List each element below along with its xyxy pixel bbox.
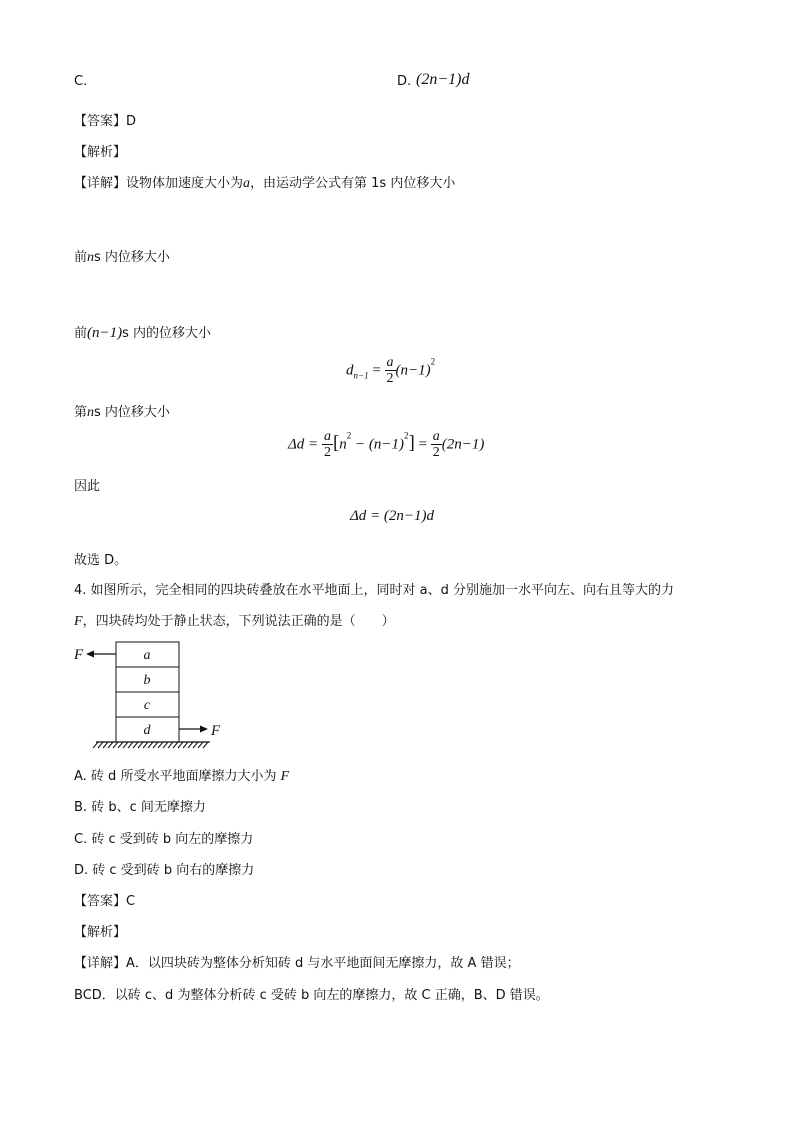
eq2-rest: (2n−1): [441, 436, 485, 453]
hatch-stroke: [153, 742, 158, 748]
answer-label: 【答案】: [74, 894, 127, 909]
detail-label: 【详解】: [74, 956, 127, 971]
front-n1-suffix: s 内的位移大小: [122, 326, 212, 341]
detail-text-2: ，由运动学公式有第 1s 内位移大小: [250, 176, 456, 191]
nth-line: [74, 401, 170, 421]
front-ns-suffix: s 内位移大小: [94, 250, 170, 265]
hatch-stroke: [128, 742, 133, 748]
brick-label-d: d: [143, 723, 151, 738]
front-ns-prefix: 前: [74, 250, 88, 265]
detail-label: 【详解】: [74, 176, 127, 191]
hatch-stroke: [93, 742, 98, 748]
force-label-bottom: F: [211, 723, 221, 739]
eq2-lhs: Δd =: [288, 436, 319, 453]
hatch-stroke: [108, 742, 113, 748]
brick-label-a: a: [143, 648, 151, 663]
hatch-stroke: [188, 742, 193, 748]
q4-answer: [74, 890, 135, 909]
q4-detail-line-1: [74, 952, 520, 971]
hatch-stroke: [98, 742, 103, 748]
equation-delta-d: Δd = $\frac{a}{2}$ $[n^2 - (n-1)^2]$ = $\frac{a}{2}$ (2n−1): [288, 429, 485, 460]
stem-var-f: F: [74, 614, 83, 629]
hatch-stroke: [198, 742, 203, 748]
detail-text: 设物体加速度大小为: [126, 176, 244, 191]
eq1-lhs: d: [346, 362, 354, 379]
q4-stem-line-1: 4. 如图所示，完全相同的四块砖叠放在水平地面上，同时对 a、d 分别施加一水平向左、向右且等大的力: [74, 583, 675, 598]
eq2-inner-b: − (n−1): [351, 436, 404, 453]
eq2-inner-n: n: [339, 436, 347, 453]
hatch-stroke: [113, 742, 118, 748]
option-c-label: C.: [74, 74, 88, 89]
stem-text: ，四块砖均处于静止状态，下列说法正确的是（ ）: [82, 614, 395, 629]
bricks-figure: [70, 638, 230, 750]
front-n1-line: [74, 322, 211, 342]
q3-conclusion: 故选 D。: [74, 553, 128, 568]
therefore-text: 因此: [74, 479, 101, 494]
hatch-stroke: [143, 742, 148, 748]
hatch-stroke: [193, 742, 198, 748]
answer-value: C: [126, 894, 136, 909]
hatch-stroke: [168, 742, 173, 748]
front-n1-prefix: 前: [74, 326, 88, 341]
nth-suffix: s 内位移大小: [94, 405, 170, 420]
brick-label-c: c: [143, 698, 151, 713]
hatch-stroke: [173, 742, 178, 748]
detail-text: A．以四块砖为整体分析知砖 d 与水平地面间无摩擦力，故 A 错误；: [126, 956, 520, 971]
q4-option-b: B. 砖 b、c 间无摩擦力: [74, 800, 206, 815]
hatch-stroke: [163, 742, 168, 748]
equation-dn-minus-1: $d_{n-1}$ = $\frac{a}{2}$ $(n-1)^2$: [346, 355, 436, 386]
hatch-stroke: [118, 742, 123, 748]
q3-detail-line: [74, 172, 455, 192]
option-d-label: D.: [397, 74, 412, 89]
front-ns-line: [74, 246, 170, 266]
nth-var: n: [87, 405, 95, 420]
arrow-head-left: [86, 651, 94, 658]
answer-value: D: [126, 114, 137, 129]
option-a-text: A. 砖 d 所受水平地面摩擦力大小为: [74, 769, 281, 784]
eq2-fraction-2: $\frac{a}{2}$: [432, 429, 440, 460]
hatch-stroke: [178, 742, 183, 748]
detail-var-a: a: [243, 176, 251, 191]
q3-analysis-label: 【解析】: [74, 145, 127, 160]
hatch-stroke: [183, 742, 188, 748]
hatch-stroke: [158, 742, 163, 748]
nth-prefix: 第: [74, 405, 88, 420]
eq1-rest: (n−1): [395, 362, 431, 379]
answer-label: 【答案】: [74, 114, 127, 129]
equation-final: Δd = (2n−1)d: [350, 508, 435, 524]
hatch-stroke: [103, 742, 108, 748]
option-d-expression: (2n−1)d: [416, 71, 470, 88]
q3-answer: [74, 110, 136, 129]
hatch-stroke: [148, 742, 153, 748]
eq1-fraction: $\frac{a}{2}$: [386, 355, 394, 386]
eq2-fraction-1: $\frac{a}{2}$: [323, 429, 331, 460]
q4-analysis-label: 【解析】: [74, 925, 127, 940]
eq1-subscript: n−1: [353, 370, 369, 381]
eq2-equals: =: [418, 436, 428, 453]
front-n1-expr: (n−1): [87, 325, 123, 341]
eq1-power: 2: [430, 356, 436, 367]
arrow-head-right: [200, 726, 208, 733]
hatch-stroke: [123, 742, 128, 748]
option-a-var: F: [280, 769, 290, 784]
q4-option-a: [74, 765, 289, 785]
hatch-stroke: [138, 742, 143, 748]
q4-option-d: D. 砖 c 受到砖 b 向右的摩擦力: [74, 863, 255, 878]
eq2-pow-2: 2: [404, 430, 409, 441]
hatch-stroke: [203, 742, 208, 748]
q4-option-c: C. 砖 c 受到砖 b 向左的摩擦力: [74, 832, 254, 847]
force-label-top: F: [74, 647, 84, 663]
ground-hatching: [93, 742, 208, 748]
q4-detail-line-2: BCD．以砖 c、d 为整体分析砖 c 受砖 b 向左的摩擦力，故 C 正确，B、D 错误。: [74, 988, 549, 1003]
front-ns-var: n: [87, 250, 95, 265]
brick-label-b: b: [143, 673, 151, 688]
q4-stem-line-2: [74, 610, 395, 630]
hatch-stroke: [133, 742, 138, 748]
eq2-pow-1: 2: [346, 430, 352, 441]
